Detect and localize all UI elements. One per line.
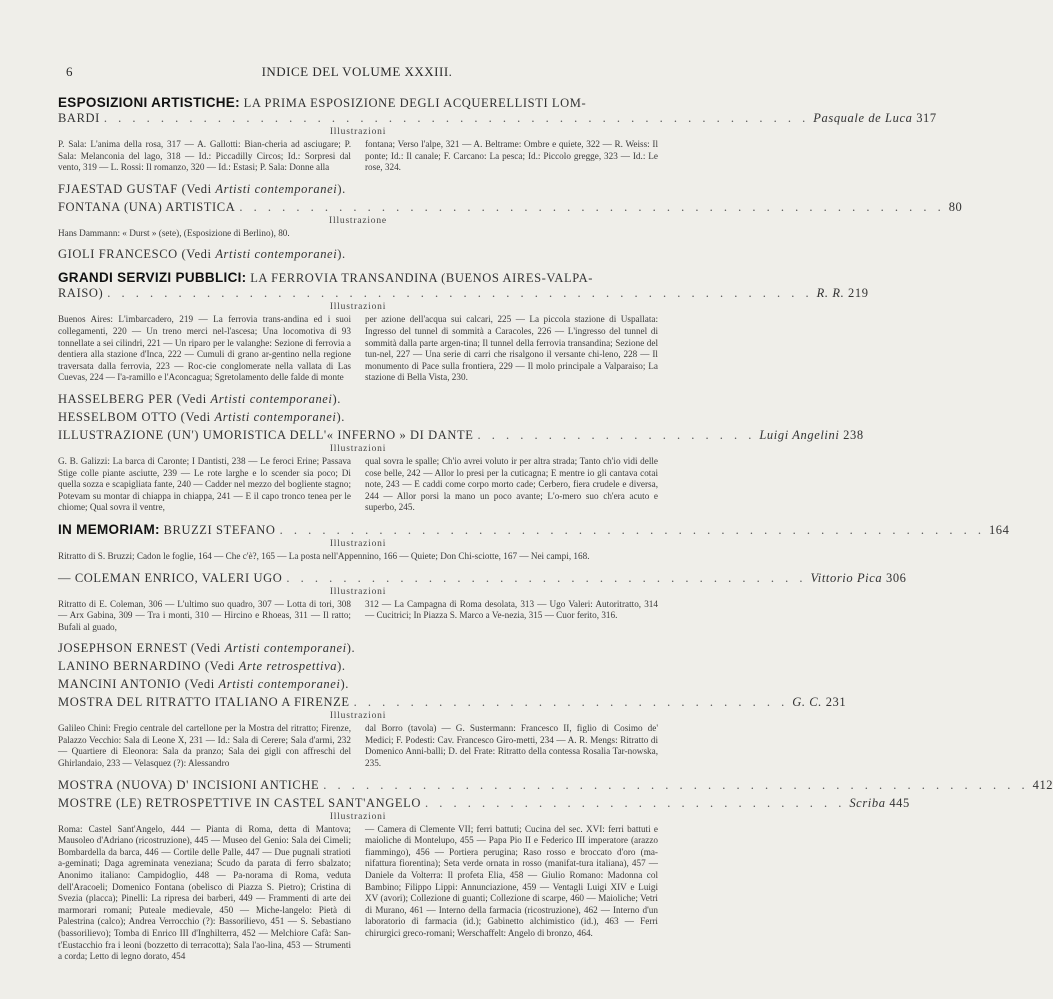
illustrations-col-right: fontana; Verso l'alpe, 321 — A. Beltrame: Ombre e quiete, 322 — R. Weiss: Il ponte; Id.: Il canale; F. Carcano: La pesca; Id.: Piccolo gregge, 323 — Id.: Le rose, 324. <box>365 139 658 173</box>
entry-heading <box>58 777 1053 793</box>
illustrations-list: Ritratto di S. Bruzzi; Cadon le foglie, 164 — Che c'è?, 165 — La posta nell'Appennino, 166 — Quiete; Don Chi-sciotte, 167 — Nei campi, 168. <box>58 550 590 561</box>
illustrations-col-left: Roma: Castel Sant'Angelo, 444 — Pianta di Roma, detta di Mantova; Mausoleo d'Adriano (ricostruzione), 445 — Museo del Genio: Sala dei Cimeli; Bombardella da barca, 446 — Cortile delle Palle, 447 — Due pugnali stratioti a-geminati; Daga agreminata veneziana; Scudo da parata di ferro sbalzato; Anonimo italiano: Campidoglio, 448 — Pa-norama di Roma, veduta dell'Aracoeli; Domenico Fontana (obelisco di Piazza S. Pietro); Cristina di Svezia (placca); Pinelli: La ripresa dei barberi, 449 — Frammenti di arte dei marmorari romani; Puteale medievale, 450 — Miche-langelo: Pietà di Palestrina (calco); Andrea Verrocchio (?): Bassorilievo, 451 — S. Sebastiano (bassorilievo); Tomba di Enrico III d'Inghilterra, 452 — Melchiore Cafà: San-t'Eustacchio fra i leoni (bozzetto di terracotta); Sala l'ao-lina, 453 — Strumenti a corda; Letto di legno dorato, 454 <box>58 823 351 962</box>
entry-category: IN MEMORIAM: <box>58 521 160 537</box>
entry-heading: GIOLI FRANCESCO (Vedi Artisti contemporanei). <box>58 247 346 262</box>
illustrations-list <box>58 314 658 384</box>
entry-page: 231 <box>825 695 847 710</box>
illustrations-label: Illustrazioni <box>329 538 387 549</box>
running-title: INDICE DEL VOLUME XXXIII. <box>261 64 453 79</box>
entry-author: Scriba <box>849 795 886 810</box>
page-number: 6 <box>66 64 73 79</box>
entry-heading <box>58 95 937 126</box>
entry-heading: HASSELBERG PER (Vedi Artisti contemporanei). <box>58 391 342 406</box>
illustrations-label: Illustrazioni <box>329 302 387 313</box>
entry-author: Vittorio Pica <box>810 570 883 585</box>
illustrations-label: Illustrazioni <box>329 443 387 454</box>
entry-fontana <box>58 199 963 240</box>
leader-dots: . . . . . . . . . . . . . . . . . . . . . . . . . . . . . . . . . . . . . . . . . . . . . . . . . . <box>239 199 945 214</box>
entry-heading <box>58 427 864 443</box>
entry-page: 164 <box>988 522 1010 537</box>
entry-hasselberg <box>58 392 658 407</box>
entry-coleman-valeri <box>58 570 907 634</box>
leader-dots: . . . . . . . . . . . . . . . . . . . . . . . . . . . . . . . . . . . . . . . . . . . . . . . . . . <box>103 111 810 125</box>
illustrations-col-right: per azione dell'acqua sui calcari, 225 — La piccola stazione di Uspallata: Ingresso del tunnel di sommità a Caracoles, 226 — L'ingresso del tunnel di sommità dalla parte argen-tina; Il tunnel della ferrovia transandina; Sezione del tun-nel, 227 — Una serie di carri che risalgono il versante chi-leno, 228 — Il monumento di Pace sulla frontiera, 229 — Il molo principale a Valparaiso; La stazione di Bella Vista, 230. <box>365 314 658 383</box>
entry-author: G. C. <box>792 695 822 710</box>
entry-title: — COLEMAN ENRICO, VALERI UGO <box>58 570 283 585</box>
entry-gioli <box>58 247 658 262</box>
illustrations-label: Illustrazione <box>329 215 387 226</box>
entry-lanino <box>58 659 658 674</box>
entry-heading <box>58 521 1010 538</box>
illustrations-col-right: 312 — La Campagna di Roma desolata, 313 — Ugo Valeri: Autoritratto, 314 — Cucitrici; In Piazza S. Marco a Ve-nezia, 315 — Cuor ferito, 316. <box>365 598 658 621</box>
leader-dots: . . . . . . . . . . . . . . . . . . . . <box>477 427 756 442</box>
illustrations-col-left: G. B. Galizzi: La barca di Caronte; I Dantisti, 238 — Le feroci Erine; Passava Stige colle piante asciutte, 239 — Le rote larghe e lo scender sia poco; Di quella sozza e scapigliata fante, 240 — Cadder nel mezzo del bogliente stagno; Potevam su montar di chiappa in chiappa, 241 — E il capo tronco tenea per le chiome; Qual sovra il ventre, <box>58 455 351 513</box>
illustrations-list <box>58 723 658 769</box>
entry-heading: JOSEPHSON ERNEST (Vedi Artisti contemporanei). <box>58 641 356 656</box>
entry-heading <box>58 570 907 586</box>
entry-title: MOSTRE (LE) RETROSPETTIVE IN CASTEL SANT'ANGELO <box>58 795 421 810</box>
entry-heading: LANINO BERNARDINO (Vedi Arte retrospettiva). <box>58 659 346 674</box>
entry-title-cont: BARDI <box>58 111 100 125</box>
entry-page: 219 <box>848 286 869 301</box>
entry-category: ESPOSIZIONI ARTISTICHE: <box>58 95 240 110</box>
entry-page: 80 <box>948 199 963 214</box>
illustrations-col-right: dal Borro (tavola) — G. Sustermann: Francesco II, figlio di Cosimo de' Medici; F. Podesti: Cav. Francesco Giro-metti, 234 — A. R. Mengs: Ritratto di Domenico Anni-balli; D. del Frate: Ritratto della contessa Rosalia Tar-nowska, 235. <box>365 723 658 769</box>
entry-title: LA PRIMA ESPOSIZIONE DEGLI ACQUERELLISTI LOM- <box>239 96 587 110</box>
illustrations-col-left: P. Sala: L'anima della rosa, 317 — A. Gallotti: Bian-cheria ad asciugare; P. Sala: Melanconia del lago, 318 — Id.: Piccadilly Circos; Id.: Sorpresi dal vento, 319 — L. Rossi: Il romanzo, 320 — Id.: Estasi; P. Sala: Donne alla <box>58 139 351 173</box>
entry-heading <box>58 199 963 215</box>
leader-dots: . . . . . . . . . . . . . . . . . . . . . . . . . . . . . . . . . . . . . . . . . . . . . . . . . . <box>279 522 985 537</box>
entry-page: 445 <box>889 795 910 810</box>
illustrations-label: Illustrazioni <box>329 711 387 722</box>
entry-hesselbom <box>58 410 658 425</box>
entry-heading <box>58 695 847 710</box>
entry-esposizioni-artistiche <box>58 95 937 174</box>
entry-heading: HESSELBOM OTTO (Vedi Artisti contemporanei). <box>58 409 345 424</box>
entry-author: R. R. <box>816 286 845 301</box>
illustrations-list <box>58 599 658 634</box>
entry-title: MOSTRA DEL RITRATTO ITALIANO A FIRENZE <box>58 695 350 710</box>
entry-title-cont: RAISO) <box>58 286 104 301</box>
leader-dots: . . . . . . . . . . . . . . . . . . . . . . . . . . . . . . . . . . . . . <box>286 570 807 585</box>
entry-heading: FJAESTAD GUSTAF (Vedi Artisti contemporanei). <box>58 181 346 196</box>
entry-mancini <box>58 677 658 692</box>
index-content <box>58 92 1053 963</box>
illustrations-list <box>58 139 658 174</box>
illustrations-col-left: Ritratto di E. Coleman, 306 — L'ultimo suo quadro, 307 — Lotta di tori, 308 — Arx Gabina, 309 — Tra i monti, 310 — Hircino e Rhoeas, 311 — Il ratto; Bufali al guado, <box>58 598 351 632</box>
entry-illustrazione-umoristica <box>58 427 864 514</box>
illustrations-label: Illustrazioni <box>329 586 387 597</box>
illustrations-list <box>58 456 658 514</box>
entry-title: MOSTRA (NUOVA) D' INCISIONI ANTICHE <box>58 777 320 792</box>
entry-grandi-servizi <box>58 270 869 384</box>
entry-josephson <box>58 641 658 656</box>
entry-mostre-castel-santangelo <box>58 795 910 963</box>
entry-title: BRUZZI STEFANO <box>159 522 276 537</box>
illustrations-col-left: Galileo Chini: Fregio centrale del cartellone per la Mostra del ritratto; Firenze, Palazzo Vecchio: Sala di Leone X, 231 — Id.: Sala di Cerere; Sala d'armi, 232 — Quartiere di Eleonora: Sala da pranzo; Sala dei gigli con affreschi del Ghirlandaio, 233 — Velasquez (?): Alessandro <box>58 723 351 769</box>
entry-page: 238 <box>843 427 864 442</box>
illustrations-list <box>58 824 658 963</box>
entry-heading <box>58 795 910 811</box>
entry-in-memoriam-bruzzi <box>58 521 1010 563</box>
illustrations-col-left: Buenos Aires: L'imbarcadero, 219 — La ferrovia trans-andina ed i suoi collegamenti, 220 — Un treno merci nel-l'ascesa; Una locomotiva di 93 tonnellate a sei cilindri, 221 — Un riparo per le valanghe: Sezione di ferrovia a dentiera alla stazione d'Inca, 222 — Cumuli di grano ar-gentino nella regione traversata dalla ferrovia, 223 — Roc-cie conglomerate nella vallata di Las Cuevas, 224 — I'a-ramillo e l'Aconcagua; Sgretolamento delle falde di monte <box>58 314 351 383</box>
illustrations-col-right: — Camera di Clemente VII; ferri battuti; Cucina del sec. XVI: ferri battuti e maioliche di Montelupo, 455 — Papa Pio II e Federico III imperatore (arazzo fiammingo), 456 — Portiera perugina; Raso rosso e broccato d'oro (ma-nifattura fiorentina); Seta verde ornata in rosso (manifat-tura italiana), 457 — Daniele da Volterra: Il profeta Elia, 458 — Giulio Romano: Madonna col Bambino; Filippo Lippi: Annunciazione, 459 — Ventagli Luigi XIV e Luigi XV (avori); Collezione di guanti; Collezione di scarpe, 460 — Maioliche; Vetri di Murano, 461 — Interno della farmacia (ricostruzione), 462 — Interno d'un laboratorio di farmacia (id.); Gabinetto alchimistico (id.), 463 — Ferri chirurgici greco-romani; Werschaffelt: Angelo di bronzo, 464. <box>365 823 658 938</box>
leader-dots: . . . . . . . . . . . . . . . . . . . . . . . . . . . . . . . . . . . . . . . . . . . . . . . . . . <box>107 286 813 301</box>
entry-title: ILLUSTRAZIONE (UN') UMORISTICA DELL'« INFERNO » DI DANTE <box>58 427 474 442</box>
entry-mostra-ritratto <box>58 695 847 769</box>
entry-heading: MANCINI ANTONIO (Vedi Artisti contemporanei). <box>58 677 349 692</box>
leader-dots: . . . . . . . . . . . . . . . . . . . . . . . . . . . . . . . <box>353 695 789 710</box>
entry-page: 412 <box>1032 777 1053 792</box>
illustrations-list: Hans Dammann: « Durst » (sete), (Esposizione di Berlino), 80. <box>58 227 290 238</box>
entry-fjaestad <box>58 182 658 197</box>
entry-category: GRANDI SERVIZI PUBBLICI: <box>58 270 247 286</box>
entry-page: 306 <box>885 570 907 585</box>
entry-heading <box>58 270 869 301</box>
entry-author: Pasquale de Luca <box>813 111 913 125</box>
leader-dots: . . . . . . . . . . . . . . . . . . . . . . . . . . . . . . . . . . . . . . . . . . . . . . . . . . <box>323 777 1029 792</box>
entry-author: Luigi Angelini <box>759 427 840 442</box>
illustrations-label: Illustrazioni <box>329 127 387 137</box>
entry-title: FONTANA (UNA) ARTISTICA <box>58 199 236 214</box>
entry-mostra-incisioni <box>58 777 1053 793</box>
illustrations-col-right: qual sovra le spalle; Ch'io avrei voluto ir per altra strada; Tanto ch'io vidi delle cose belle, 242 — Allor lo presi per la cuticagna; E mentre io gli cantava cotai note, 243 — E caddi come corpo morto cade; Cerbero, fiera crudele e diversa, 244 — Allor porsi la mano un poco avante; L'o-mero suo ch'era acuto e superbo, 245. <box>365 455 658 513</box>
illustrations-label: Illustrazioni <box>329 811 387 822</box>
entry-title: LA FERROVIA TRANSANDINA (BUENOS AIRES-VALPA- <box>246 271 594 286</box>
leader-dots: . . . . . . . . . . . . . . . . . . . . . . . . . . . . . . <box>424 795 846 810</box>
entry-page: 317 <box>916 111 937 125</box>
